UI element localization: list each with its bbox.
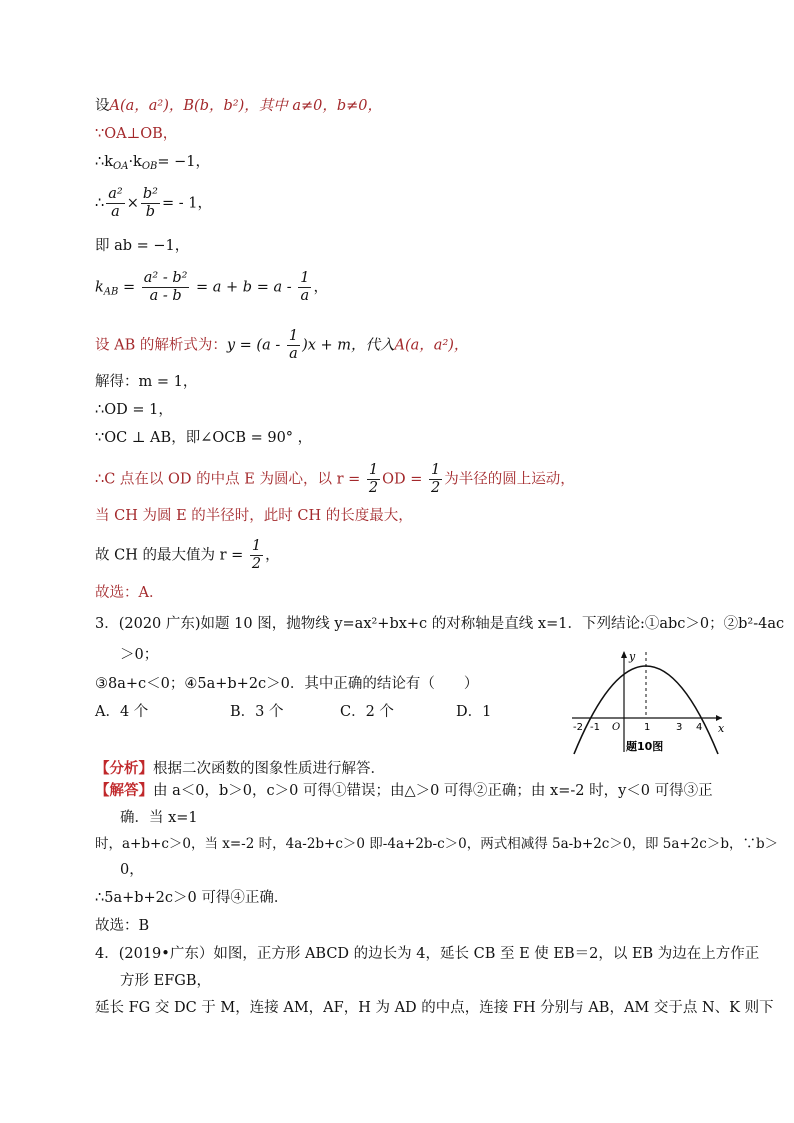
- fraction: [367, 462, 380, 497]
- text: 故 CH 的最大值为 r =: [95, 547, 248, 564]
- numerator: 1: [368, 462, 379, 478]
- text: k: [95, 279, 104, 296]
- text: ，: [265, 547, 280, 564]
- analysis-line: [95, 759, 385, 779]
- denominator: 2: [368, 480, 379, 496]
- option-b: B．3 个: [230, 704, 284, 720]
- solution-line-3: 时，a+b+c＞0，当 x=-2 时，4a-2b+c＞0 即-4a+2b-c＞0，两式相减得 5a-b+2c＞0，即 5a+2c＞b，∵b＞: [95, 836, 779, 852]
- fraction: [106, 186, 124, 221]
- subscript: AB: [103, 286, 119, 298]
- question-4-stem: 4．(2019•广东）如图，正方形 ABCD 的边长为 4，延长 CB 至 E 使 EB＝2，以 EB 为边在上方作正: [95, 946, 760, 962]
- tick-label: 3: [676, 722, 683, 733]
- fraction: [141, 186, 160, 221]
- text: 根据二次函数的图象性质进行解答．: [153, 761, 385, 777]
- y-axis-arrow: [621, 651, 627, 658]
- numerator: 1: [251, 538, 262, 554]
- subscript: OB: [141, 161, 158, 172]
- denominator: a: [111, 204, 120, 220]
- text: 设 AB 的解析式为：: [95, 337, 227, 354]
- numerator: b²: [142, 186, 158, 202]
- solution-tag: 【解答】: [95, 782, 153, 799]
- text: 设: [95, 98, 110, 114]
- question-4-stem-2: 延长 FG 交 DC 于 M，连接 AM，AF，H 为 AD 的中点，连接 FH 分别与 AB，AM 交于点 N、K 则下: [95, 1000, 774, 1016]
- option-a: A．4 个: [95, 704, 149, 720]
- line-fraction-product: [95, 186, 212, 221]
- numerator: a² - b²: [143, 270, 188, 286]
- origin-label: O: [612, 722, 621, 733]
- denominator: 2: [251, 556, 262, 572]
- tick-label: 4: [696, 722, 703, 733]
- line-set-points: [95, 96, 382, 116]
- text: ∴C 点在以 OD 的中点 E 为圆心，以 r =: [95, 471, 365, 488]
- text: A(a，a²)，: [394, 337, 469, 354]
- line-answer-a: 故选：A．: [95, 585, 164, 601]
- line-ch-max-value: [95, 538, 280, 573]
- line-circle-motion: [95, 462, 575, 497]
- line-od: ∴OD = 1，: [95, 402, 173, 418]
- line-solve-m: 解得：m = 1，: [95, 374, 198, 390]
- line-ab-product: 即 ab = −1，: [95, 238, 190, 254]
- question-3-conditions: ③8a+c＜0；④5a+b+2c＞0．其中正确的结论有（ ）: [95, 676, 479, 692]
- solution-line-2: 确．当 x=1: [120, 810, 198, 826]
- line-slope-product: [95, 152, 210, 177]
- denominator: a: [289, 346, 298, 362]
- text: )x + m，代入: [302, 337, 395, 354]
- numerator: 1: [300, 270, 310, 286]
- option-d: D．1: [456, 704, 492, 720]
- fraction: [287, 328, 300, 363]
- text: = −1，: [157, 154, 211, 170]
- subscript: OA: [113, 161, 129, 172]
- fraction: [142, 270, 190, 305]
- option-c: C．2 个: [340, 704, 394, 720]
- solution-line-6: 故选：B: [95, 918, 150, 934]
- text: 由 a＜0，b＞0，c＞0 可得①错误；由△＞0 可得②正确；由 x=-2 时，y＜0 可得③正: [153, 783, 713, 799]
- text: =: [118, 279, 140, 296]
- solution-line-1: [95, 781, 713, 801]
- numerator: 1: [288, 328, 299, 344]
- text: OD =: [382, 471, 427, 488]
- text: A(a，a²)，B(b，b²)，其中 a≠0，b≠0，: [109, 98, 383, 114]
- line-slope-ab: [95, 270, 328, 305]
- text: 为半径的圆上运动，: [444, 471, 575, 488]
- tick-label: -1: [590, 722, 600, 733]
- text: y = (a -: [226, 337, 285, 354]
- line-ab-expression: [95, 328, 468, 363]
- text: ∴: [95, 195, 105, 212]
- denominator: 2: [431, 480, 441, 496]
- line-perpendicular: ∵OA⊥OB，: [95, 126, 178, 142]
- analysis-tag: 【分析】: [95, 760, 153, 777]
- text: ×: [126, 195, 139, 212]
- line-ch-max-condition: 当 CH 为圆 E 的半径时，此时 CH 的长度最大，: [95, 508, 413, 524]
- parabola-graph: [568, 648, 728, 756]
- line-oc-perp: ∵OC ⊥ AB，即∠OCB = 90° ，: [95, 430, 313, 446]
- text: ∴k: [95, 154, 114, 170]
- text: ·k: [128, 154, 142, 170]
- tick-label: -2: [573, 722, 583, 733]
- y-axis-label: y: [629, 650, 636, 663]
- text: ，: [313, 279, 328, 296]
- denominator: a: [300, 288, 310, 304]
- figure-caption: 题10图: [626, 740, 664, 753]
- question-3-stem: 3．(2020 广东)如题 10 图，抛物线 y=ax²+bx+c 的对称轴是直线 x=1．下列结论:①abc＞0；②b²-4ac: [95, 616, 785, 632]
- denominator: b: [145, 204, 156, 220]
- text: = a + b = a -: [191, 279, 297, 296]
- numerator: a²: [108, 186, 123, 202]
- x-axis-arrow: [716, 715, 722, 721]
- question-4-stem-cont: 方形 EFGB，: [120, 973, 211, 989]
- fraction: [298, 270, 311, 305]
- numerator: 1: [431, 462, 441, 478]
- x-axis-label: x: [718, 722, 725, 735]
- question-3-stem-cont: ＞0；: [120, 647, 159, 663]
- fraction: [429, 462, 442, 497]
- solution-line-4: 0，: [120, 862, 144, 878]
- fraction: [250, 538, 263, 573]
- denominator: a - b: [149, 288, 182, 304]
- text: = - 1，: [161, 195, 212, 212]
- tick-label: 1: [644, 722, 651, 733]
- solution-line-5: ∴5a+b+2c＞0 可得④正确．: [95, 890, 289, 906]
